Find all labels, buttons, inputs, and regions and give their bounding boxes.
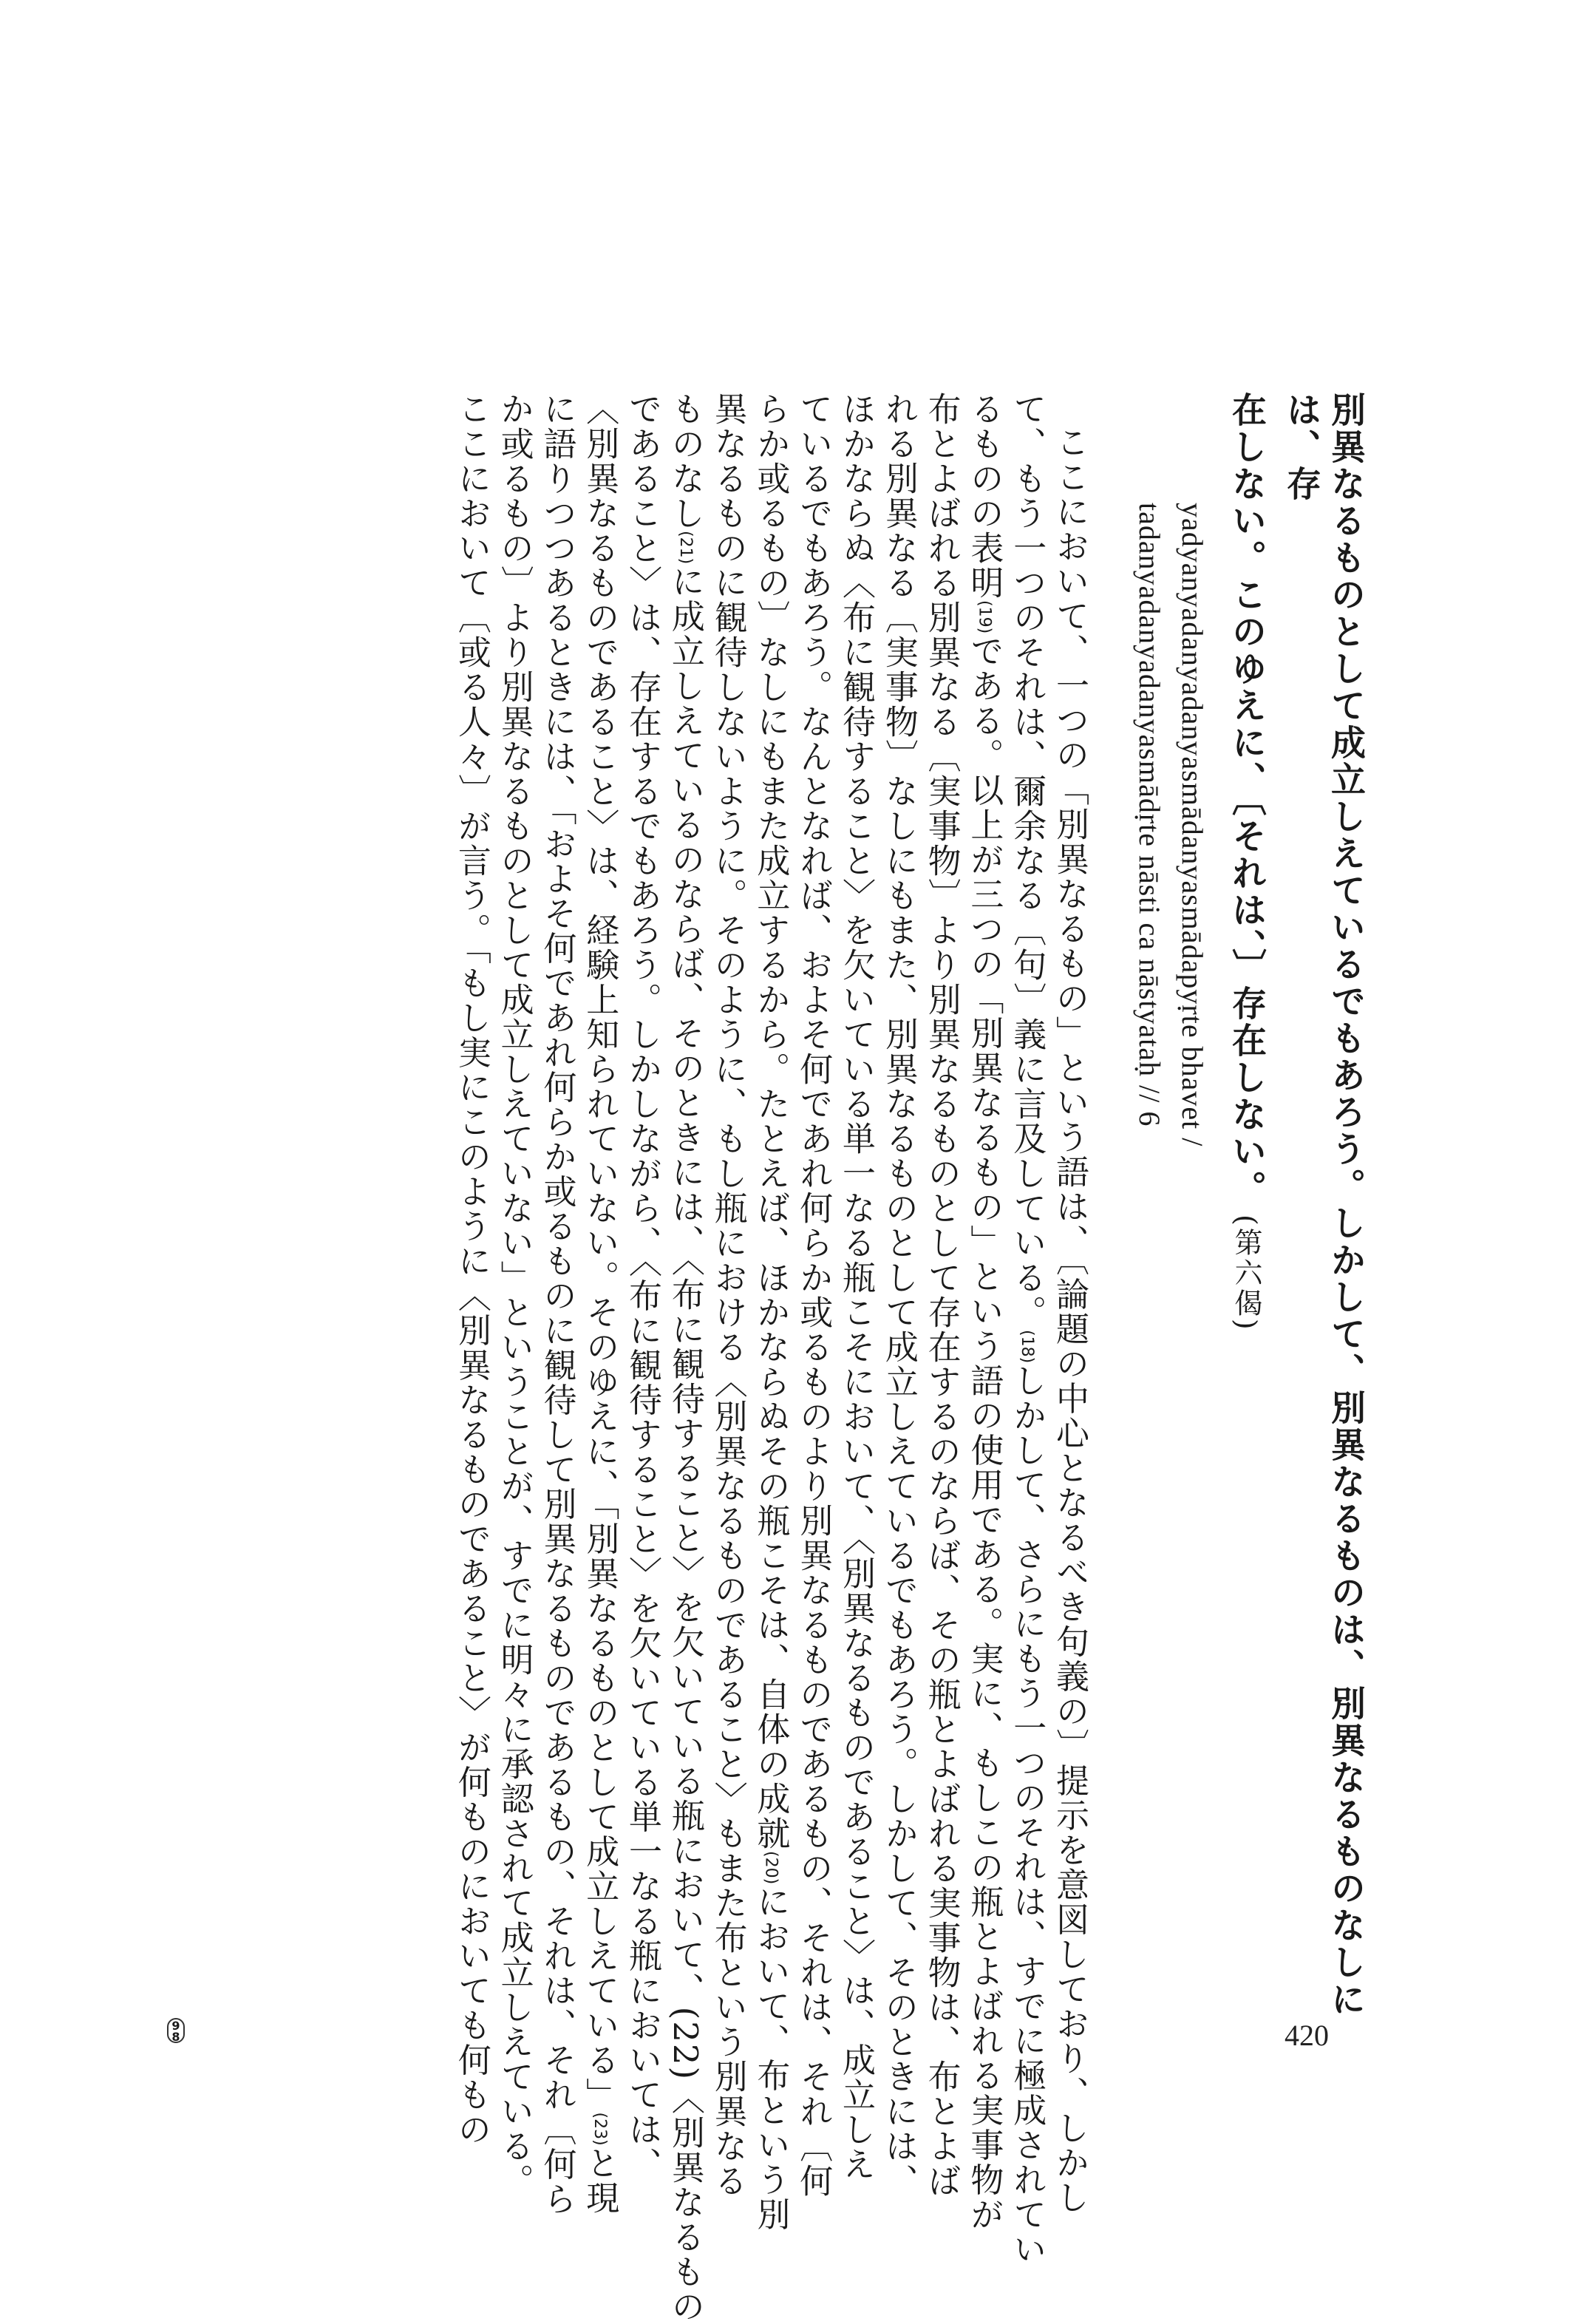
body-line-14: か或るもの〕より別異なるものとして成立しえていない」ということが、すでに明々に承認されて成立しえている。 (494, 392, 534, 2198)
body-line-10: ものなし(21)に成立しえているのならば、そのときには、〈布に観待すること〉を欠いている瓶において、(22)〈別異なるもの (665, 392, 705, 2324)
verse-tag: (第六偈) (1230, 1214, 1262, 1332)
body-line-1: ここにおいて、一つの「別異なるもの」という語は、〔論題の中心となるべき句義の〕提示を意図しており、しかし (1050, 425, 1089, 2215)
verse-line-2-text: 在しない。このゆえに、〔それは、〕存在しない。 (1226, 392, 1267, 1207)
body-line-6: ほかならぬ〈布に観待すること〉を欠いている単一なる瓶こそにおいて、〈別異なるものであること〉は、成立しえ (837, 392, 877, 2182)
note-marker: (20) (761, 1851, 780, 1885)
body-line-11: であること〉は、存在するでもあろう。しかしながら、〈布に観待すること〉を欠いている単一なる瓶においては、 (623, 392, 663, 2182)
note-marker: (19) (975, 600, 994, 634)
body-line-9: 異なるものに観待しないように。そのように、もし瓶における〈別異なるものであること〉もまた布という別異なる (708, 392, 748, 2198)
note-marker: (23) (591, 2112, 610, 2146)
body-line-5: れる別異なる〔実事物〕なしにもまた、別異なるものとして成立しえているでもあろう。しかして、そのときには、 (879, 392, 919, 2198)
body-line-8: らか或るもの〕なしにもまた成立するから。たとえば、ほかならぬその瓶こそは、自体の成就(20)において、布という別 (751, 392, 791, 2232)
verse-line-1: 別異なるものとして成立しえているでもあろう。しかして、別異なるものは、別異なるものなしには、存 (1281, 392, 1366, 2018)
sanskrit-line-1: yadyanyadanyadanyasmādanyasmādapyṛte bhavet / (1176, 503, 1209, 1147)
body-line-12: 〈別異なるものであること〉は、経験上知られていない。そのゆえに、「別異なるものとして成立しえている」(23)と現 (580, 392, 620, 2215)
body-line-7: ているでもあろう。なんとなれば、およそ何であれ何らか或るものより別異なるものであるもの、それは、それ〔何 (794, 392, 834, 2198)
sanskrit-line-2: tadanyadanyadanyasmādṛte nāsti ca nāstyataḥ // 6 (1133, 503, 1166, 1127)
note-marker: (18) (1018, 1330, 1037, 1364)
note-marker: (21) (676, 531, 695, 565)
body-line-2: て、もう一つのそれは、爾余なる〔句〕義に言及している。(18)しかして、さらにもう一つのそれは、すでに極成されてい (1007, 392, 1047, 2267)
page-number: 420 (1285, 2019, 1329, 2052)
body-line-4: 布とよばれる別異なる〔実事物〕より別異なるものとして存在するのならば、その瓶とよばれる実事物は、布とよば (922, 392, 962, 2198)
body-line-13: に語りつつあるときには、「およそ何であれ何らか或るものに観待して別異なるものであるもの、それは、それ〔何ら (537, 392, 577, 2217)
verse-line-2 (1224, 392, 1268, 2018)
margin-page-mark: 98 (167, 2018, 185, 2043)
body-line-3: るものの表明(19)である。以上が三つの「別異なるもの」という語の使用である。実に、もしこの瓶とよばれる実事物が (964, 392, 1004, 2232)
body-line-15: ここにおいて〔或る人々〕が言う。「もし実にこのように〈別異なるものであること〉が何ものにおいても何もの (452, 392, 491, 2147)
